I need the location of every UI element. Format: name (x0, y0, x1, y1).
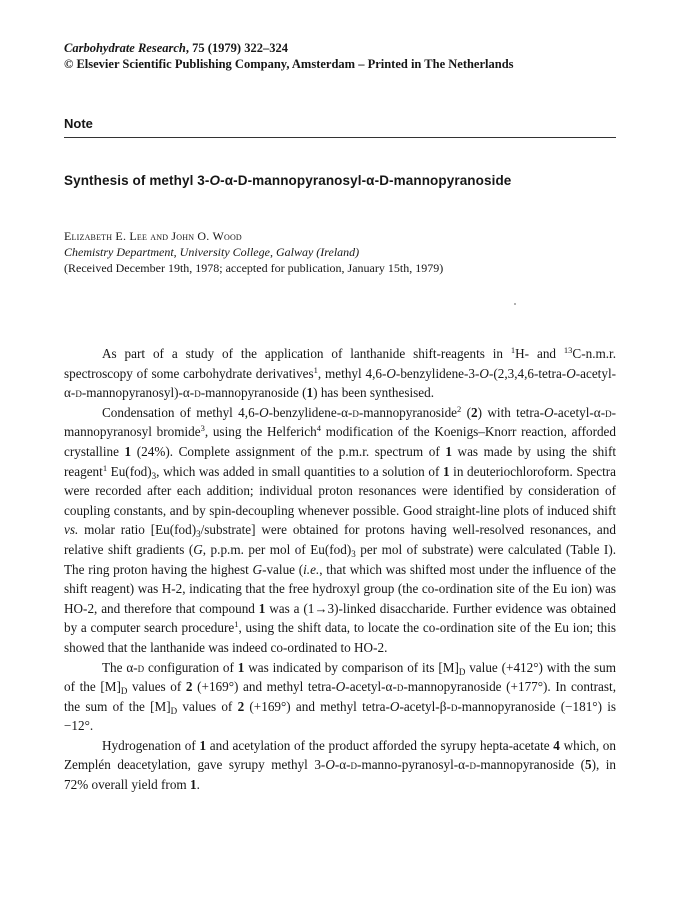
publisher-line: © Elsevier Scientific Publishing Company, Amsterdam – Printed in The Netherlands (64, 57, 514, 71)
paragraph: Condensation of methyl 4,6-O-benzylidene-α-d-mannopyranoside$^2$ (2) with tetra-O-acetyl-α-d-mannopyranosyl bromide$^3$, using the Helferich$^4$ modification of the Koenigs–Knorr reaction, afforded crystalline 1 (24%). Complete assignment of the p.m.r. spectrum of 1 was made by using the shift reagent$^1$ $Eu(fod)_3$, which was added in small quantities to a solution of 1 in deuteriochloroform. Spectra were recorded after each addition; individual proton resonances were identified by consideration of coupling constants, and by spin-decoupling whenever possible. Good straight-line plots of induced shift vs. molar ratio $[Eu(fod)_3/substrate]$ were obtained for protons having well-resolved resonances, and relative shift gradients (G, p.p.m. per mol of $Eu(fod)_3$ per mol of substrate) were calculated (Table I). The ring proton having the highest G-value (i.e., that which was shifted most under the influence of the shift reagent) was H-2, indicating that the free hydroxyl group (the co-ordination site of the Eu ion) was HO-2, and therefore that compound 1 was a (1→3)-linked disaccharide. Further evidence was obtained by a computer search procedure$^1$, using the shift data, to locate the co-ordination site of the Eu ion; this showed that the lanthanide was indeed co-ordinated to HO-2. (64, 403, 617, 655)
author-block (64, 228, 443, 276)
journal-citation-line (64, 40, 514, 56)
author-names: Elizabeth E. Lee and John O. Wood (64, 229, 242, 243)
paragraph: Hydrogenation of 1 and acetylation of the product afforded the syrupy hepta-acetate 4 which, on Zemplén deacetylation, gave syrupy methyl 3-O-α-d-manno-pyranosyl-α-d-mannopyranoside (5), in 72% overall yield from 1. (64, 737, 616, 793)
speck (514, 303, 516, 305)
journal-volume-pages: , 75 (1979) 322–324 (185, 41, 288, 55)
section-label: Note (64, 116, 93, 131)
journal-header (64, 40, 514, 72)
article-title: Synthesis of methyl 3-O-α-D-mannopyranosyl-α-D-mannopyranoside (64, 173, 512, 188)
paragraph: As part of a study of the application of lanthanide shift-reagents in $^1$H- and $^{13}$C-n.m.r. spectroscopy of some carbohydrate derivatives$^1$, methyl 4,6-O-benzylidene-3-O-(2,3,4,6-tetra-O-acetyl-α-d-mannopyranosyl)-α-d-mannopyranoside (1) has been synthesised. (64, 345, 616, 401)
divider (64, 137, 616, 138)
received-dates: (Received December 19th, 1978; accepted for publication, January 15th, 1979) (64, 261, 444, 275)
paragraph: The α-d configuration of 1 was indicated by comparison of its $[M]_D$ value (+412°) with the sum of the $[M]_D$ values of 2 (+169°) and methyl tetra-O-acetyl-α-d-mannopyranoside (+177°). In contrast, the sum of the $[M]_D$ values of 2 (+169°) and methyl tetra-O-acetyl-β-d-mannopyranoside (−181°) is −12°. (64, 659, 617, 734)
article-body (64, 344, 616, 795)
journal-name: Carbohydrate Research (64, 41, 186, 55)
affiliation: Chemistry Department, University College, Galway (Ireland) (64, 245, 360, 259)
